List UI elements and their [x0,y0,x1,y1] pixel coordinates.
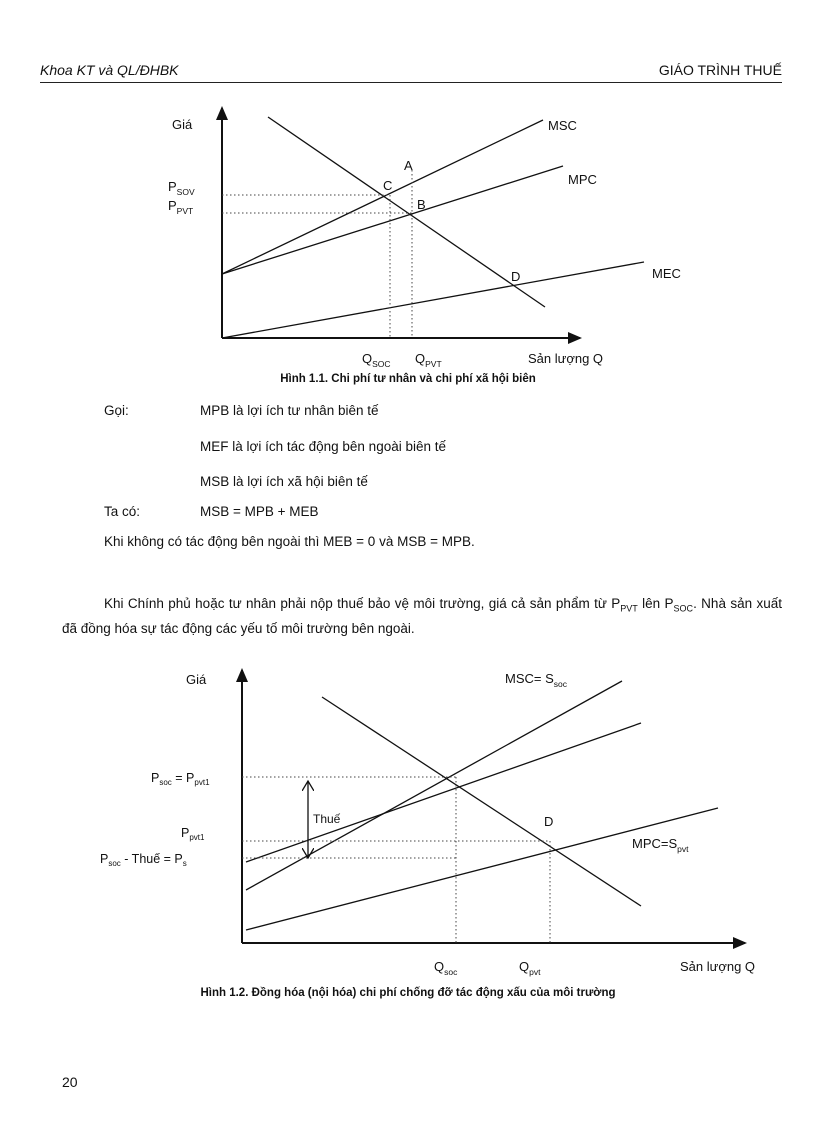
label-p-pvt1: $P_{pvt1}$ [181,826,205,842]
label-p-pvt: $P_{PVT}$ [168,198,194,216]
definition-mef: MEF là lợi ích tác động bên ngoài biên tế [200,439,446,454]
label-q-pvt: $Q_{PVT}$ [415,351,442,369]
msc-line [222,120,543,274]
page-header [40,58,782,83]
tax-label: Thuế [313,812,341,826]
formula-msb: MSB = MPB + MEB [200,504,319,519]
mec-line [222,262,644,338]
curve-label-msc: MSC [548,118,577,133]
header-faculty: Khoa KT và QL/ĐHBK [40,62,179,78]
curve-label-mpc: MPC [568,172,597,187]
label-p-soc: $P_{soc} = P_{pvt1}$ [151,771,210,787]
label-q-soc: $Q_{soc}$ [434,959,458,977]
curve-label-mec: MEC [652,266,681,281]
formula-lead: Ta có: [104,504,141,519]
demand-line [322,697,641,906]
figure-1-1-diagram [0,100,816,370]
x-axis-label: Sản lượng Q [680,959,756,974]
page-number: 20 [62,1074,78,1090]
definitions-lead: Gọi: [104,403,129,418]
label-q-soc: $Q_{SOC}$ [362,351,391,369]
header-book-title: GIÁO TRÌNH THUẾ [658,62,782,78]
demand-line [268,117,545,307]
y-axis-label: Giá [186,672,207,687]
mpc-label: $MPC=S_{pvt}$ [632,836,689,854]
point-d: D [511,269,521,284]
point-c: C [383,178,393,193]
msc-line [246,681,622,890]
label-p-sov: $P_{SOV}$ [168,179,195,197]
label-q-pvt: $Q_{pvt}$ [519,959,541,977]
x-axis-label: Sản lượng Q [528,351,604,366]
figure-1-2-diagram [0,660,816,985]
definition-mpb: MPB là lợi ích tư nhân biên tế [200,403,379,418]
mpc-line [246,808,718,930]
label-p-s: $P_{soc}$ - Thuế = $P_s$ [100,852,187,868]
no-external-note: Khi không có tác động bên ngoài thì MEB = 0 và MSB = MPB. [104,534,475,549]
tax-paragraph: Khi Chính phủ hoặc tư nhân phải nộp thuế bảo vệ môi trường, giá cả sản phẩm từ $P_{PVT}$ lên $P_{SOC}$. Nhà sản xuất đã đồng hóa sự tác động các yếu tố môi trường bên ngoài. [62,596,782,636]
mpc-line [222,166,563,274]
msc-label: $MSC= S_{soc}$ [505,671,567,689]
definition-msb: MSB là lợi ích xã hội biên tế [200,474,368,489]
y-axis-label: Giá [172,117,193,132]
point-d: D [544,814,554,829]
figure-1-2-caption: Hình 1.2. Đồng hóa (nội hóa) chi phí chống đỡ tác động xấu của môi trường [200,987,616,999]
figure-1-1-caption: Hình 1.1. Chi phí tư nhân và chi phí xã hội biên [280,373,536,385]
point-a: A [404,158,413,173]
point-b: B [417,197,426,212]
